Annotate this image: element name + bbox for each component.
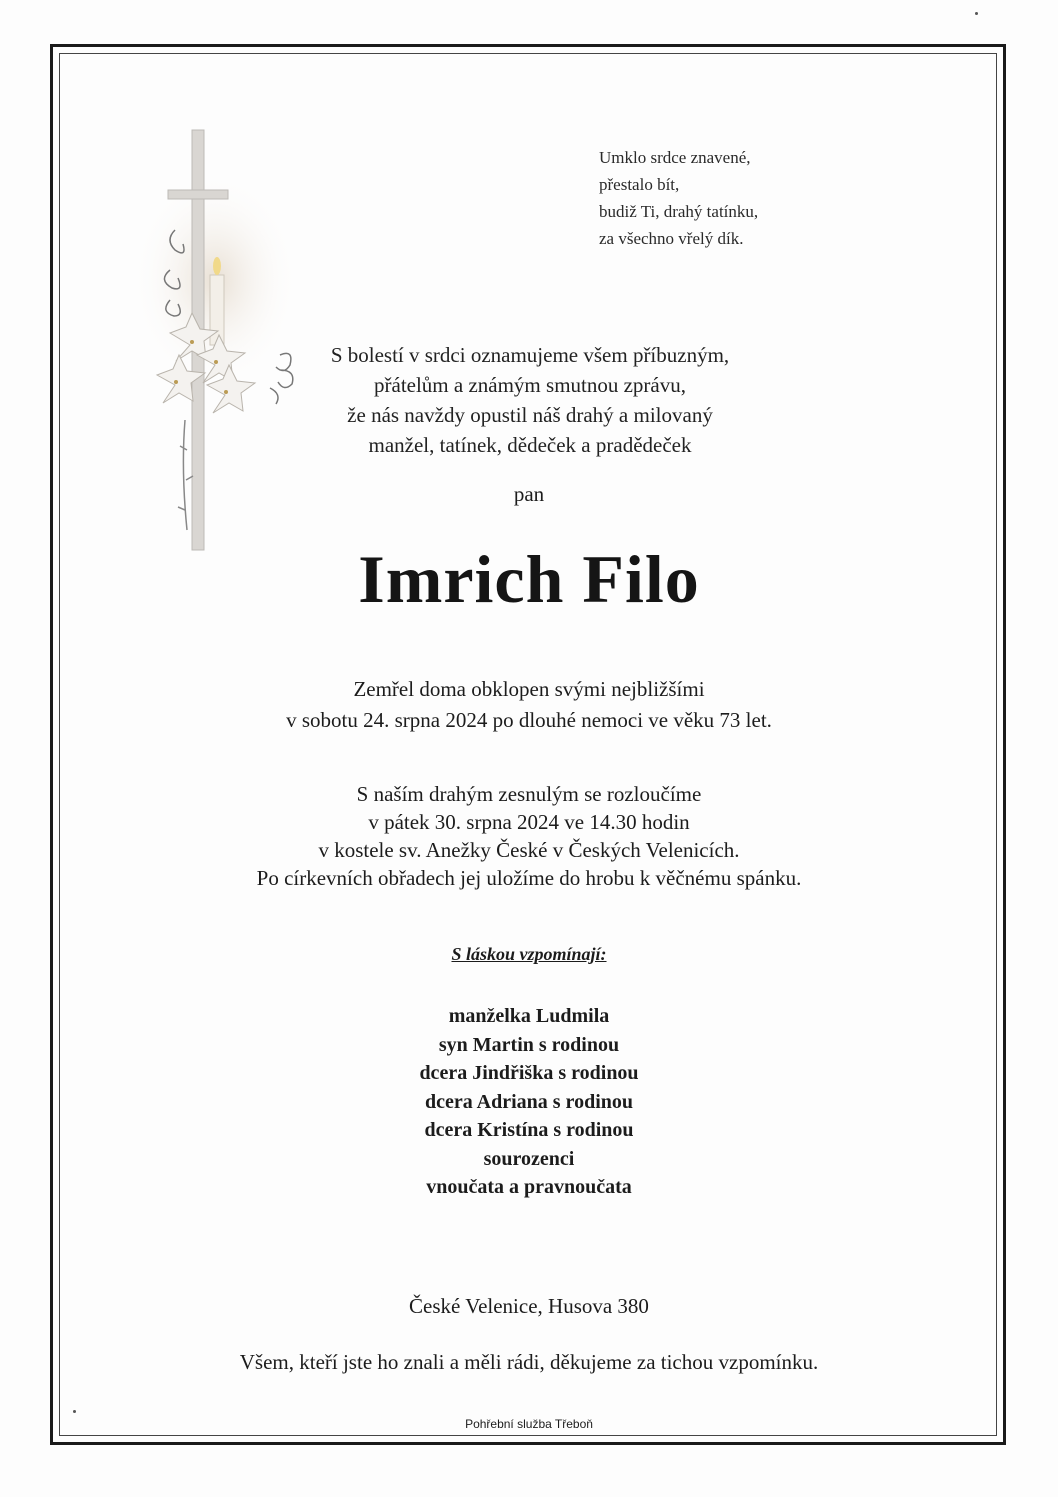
announcement-line: S bolestí v srdci oznamujeme všem příbuzným, <box>330 343 730 367</box>
funeral-service-credit: Pohřební služba Třeboň <box>465 1417 593 1431</box>
poem-line: za všechno vřelý dík. <box>599 229 744 248</box>
announcement <box>230 340 830 460</box>
mourner-item: manželka Ludmila <box>448 1005 610 1027</box>
mourner-item: sourozenci <box>483 1147 575 1170</box>
mourner-item: vnoučata a pravnoučata <box>426 1176 632 1198</box>
mourners-heading: S láskou vzpomínají: <box>451 944 607 964</box>
mourners-list <box>0 1002 1058 1202</box>
funeral-notice-line: Po církevních obřadech jej uložíme do hrobu k věčnému spánku. <box>256 866 802 890</box>
poem-line: budiž Ti, drahý tatínku, <box>599 202 759 221</box>
funeral-notice-line: v kostele sv. Anežky České v Českých Velenicích. <box>318 838 740 862</box>
mourner-item: dcera Adriana s rodinou <box>425 1090 633 1113</box>
thanks-note: Všem, kteří jste ho znali a měli rádi, děkujeme za tichou vzpomínku. <box>239 1350 819 1374</box>
salutation: pan <box>513 482 545 506</box>
funeral-notice-line: S naším drahým zesnulým se rozloučíme <box>356 782 702 806</box>
poem-line: přestalo bít, <box>599 175 680 194</box>
announcement-line: že nás navždy opustil náš drahý a milovaný <box>347 403 713 427</box>
funeral-notice <box>0 780 1058 892</box>
death-notice <box>0 674 1058 736</box>
address: České Velenice, Husova 380 <box>409 1294 649 1318</box>
mourner-item: dcera Jindřiška s rodinou <box>419 1062 639 1084</box>
scan-speck <box>73 1410 76 1413</box>
funeral-notice-line: v pátek 30. srpna 2024 ve 14.30 hodin <box>368 810 690 834</box>
death-notice-line: Zemřel doma obklopen svými nejbližšími <box>353 677 705 701</box>
announcement-line: manžel, tatínek, dědeček a pradědeček <box>368 433 692 457</box>
deceased-name: Imrich Filo <box>358 541 700 617</box>
mourner-item: dcera Kristína s rodinou <box>424 1119 634 1141</box>
announcement-line: přátelům a známým smutnou zprávu, <box>374 373 686 397</box>
poem <box>599 144 758 252</box>
mourner-item: syn Martin s rodinou <box>438 1033 620 1056</box>
scan-speck <box>975 12 978 15</box>
death-notice-line: v sobotu 24. srpna 2024 po dlouhé nemoci ve věku 73 let. <box>286 708 772 732</box>
poem-line: Umklo srdce znavené, <box>599 148 751 167</box>
